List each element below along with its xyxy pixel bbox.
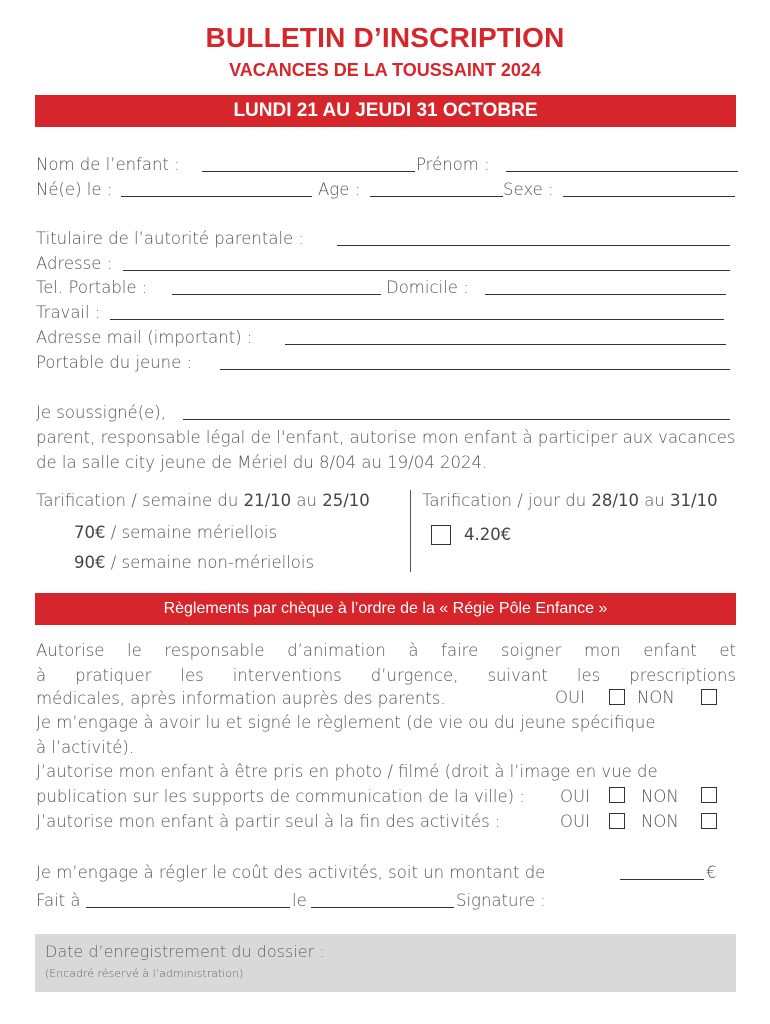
admin-box-title: Date d’enregistrement du dossier : <box>45 942 325 961</box>
child-firstname-field[interactable] <box>506 171 738 172</box>
email-label: Adresse mail (important) : <box>36 328 253 347</box>
age-field[interactable] <box>370 196 503 197</box>
admin-box <box>35 934 736 992</box>
week-label-meriel: / semaine mériellois <box>105 523 278 542</box>
day-from-date: 28/10 <box>591 491 639 510</box>
pricing-divider <box>410 490 411 572</box>
mobile-field[interactable] <box>172 294 381 295</box>
week-pricing-title <box>36 493 370 510</box>
sex-field[interactable] <box>563 196 735 197</box>
medical-no-label: NON <box>637 688 675 707</box>
week-pricing-mid: au <box>291 491 323 510</box>
leave-no-checkbox[interactable] <box>701 813 717 829</box>
home-phone-field[interactable] <box>485 294 726 295</box>
made-at-field[interactable] <box>86 907 290 908</box>
day-pricing-title <box>422 493 718 510</box>
child-firstname-label: Prénom : <box>416 155 490 174</box>
photo-no-checkbox[interactable] <box>701 787 717 803</box>
birthdate-field[interactable] <box>121 196 312 197</box>
medical-consent-line-3: médicales, après information auprès des parents. <box>36 689 446 708</box>
undersigned-label: Je soussigné(e), <box>36 403 166 422</box>
day-price-label: 4.20€ <box>464 525 512 544</box>
birthdate-label: Né(e) le : <box>36 180 113 199</box>
week-to-date: 25/10 <box>322 491 370 510</box>
medical-consent-line-1: Autorise le responsable d’animation à faire soigner mon enfant et <box>36 641 736 660</box>
dates-banner: LUNDI 21 AU JEUDI 31 OCTOBRE <box>35 95 736 127</box>
medical-yes-checkbox[interactable] <box>609 689 625 705</box>
address-field[interactable] <box>123 270 730 271</box>
admin-box-note: (Encadré réservé à l’administration) <box>45 967 244 980</box>
cost-label: Je m’engage à régler le coût des activités, soit un montant de <box>36 863 546 882</box>
week-label-non-meriel: / semaine non-mériellois <box>105 553 315 572</box>
address-label: Adresse : <box>36 254 113 273</box>
undersigned-field[interactable] <box>183 419 730 420</box>
child-name-field[interactable] <box>202 171 415 172</box>
leave-yes-checkbox[interactable] <box>609 813 625 829</box>
medical-yes-label: OUI <box>555 688 585 707</box>
form-title: BULLETIN D’INSCRIPTION <box>205 22 565 53</box>
work-field[interactable] <box>110 319 724 320</box>
home-phone-label: Domicile : <box>386 278 469 297</box>
week-option-meriel <box>74 525 277 542</box>
sex-label: Sexe : <box>503 180 554 199</box>
week-pricing-prefix: Tarification / semaine du <box>36 491 244 510</box>
day-price-checkbox[interactable] <box>431 525 451 545</box>
authorization-text: parent, responsable légal de l'enfant, autorise mon enfant à participer aux vacances de la salle city jeune de Mériel du 8/04 au 19/04 2024. <box>36 428 736 472</box>
work-label: Travail : <box>36 303 101 322</box>
week-from-date: 21/10 <box>243 491 292 510</box>
date-label: le <box>292 891 307 910</box>
guardian-field[interactable] <box>337 245 730 246</box>
form-subtitle: VACANCES DE LA TOUSSAINT 2024 <box>229 60 541 80</box>
date-field[interactable] <box>311 907 454 908</box>
youth-mobile-field[interactable] <box>220 369 730 370</box>
rules-line-1: Je m’engage à avoir lu et signé le règlement (de vie ou du jeune spécifique <box>36 713 656 732</box>
payment-banner: Règlements par chèque à l’ordre de la « Régie Pôle Enfance » <box>35 593 736 625</box>
amount-field[interactable] <box>620 879 704 880</box>
photo-no-label: NON <box>641 787 679 806</box>
day-pricing-prefix: Tarification / jour du <box>422 491 592 510</box>
guardian-label: Titulaire de l’autorité parentale : <box>36 229 304 248</box>
photo-consent-line-1: J’autorise mon enfant à être pris en photo / filmé (droit à l’image en vue de <box>36 762 658 781</box>
day-to-date: 31/10 <box>670 491 718 510</box>
leave-yes-label: OUI <box>560 812 590 831</box>
week-option-non-meriel <box>74 555 314 572</box>
leave-alone-consent: J’autorise mon enfant à partir seul à la fin des activités : <box>36 812 501 831</box>
rules-line-2: à l’activité). <box>36 738 135 757</box>
medical-consent-line-2: à pratiquer les interventions d’urgence, suivant les prescriptions <box>36 666 736 685</box>
signature-label: Signature : <box>456 891 546 910</box>
made-at-label: Fait à <box>36 891 81 910</box>
child-name-label: Nom de l’enfant : <box>36 155 180 174</box>
day-pricing-mid: au <box>638 491 671 510</box>
photo-consent-line-2: publication sur les supports de communication de la ville) : <box>36 787 525 806</box>
currency-symbol: € <box>706 863 717 882</box>
medical-no-checkbox[interactable] <box>701 689 717 705</box>
age-label: Age : <box>318 180 361 199</box>
email-field[interactable] <box>285 344 726 345</box>
week-price-non-meriel: 90€ <box>74 553 106 572</box>
mobile-label: Tel. Portable : <box>36 278 148 297</box>
youth-mobile-label: Portable du jeune : <box>36 353 193 372</box>
photo-yes-label: OUI <box>560 787 590 806</box>
week-price-meriel: 70€ <box>74 523 106 542</box>
leave-no-label: NON <box>641 812 679 831</box>
photo-yes-checkbox[interactable] <box>609 787 625 803</box>
